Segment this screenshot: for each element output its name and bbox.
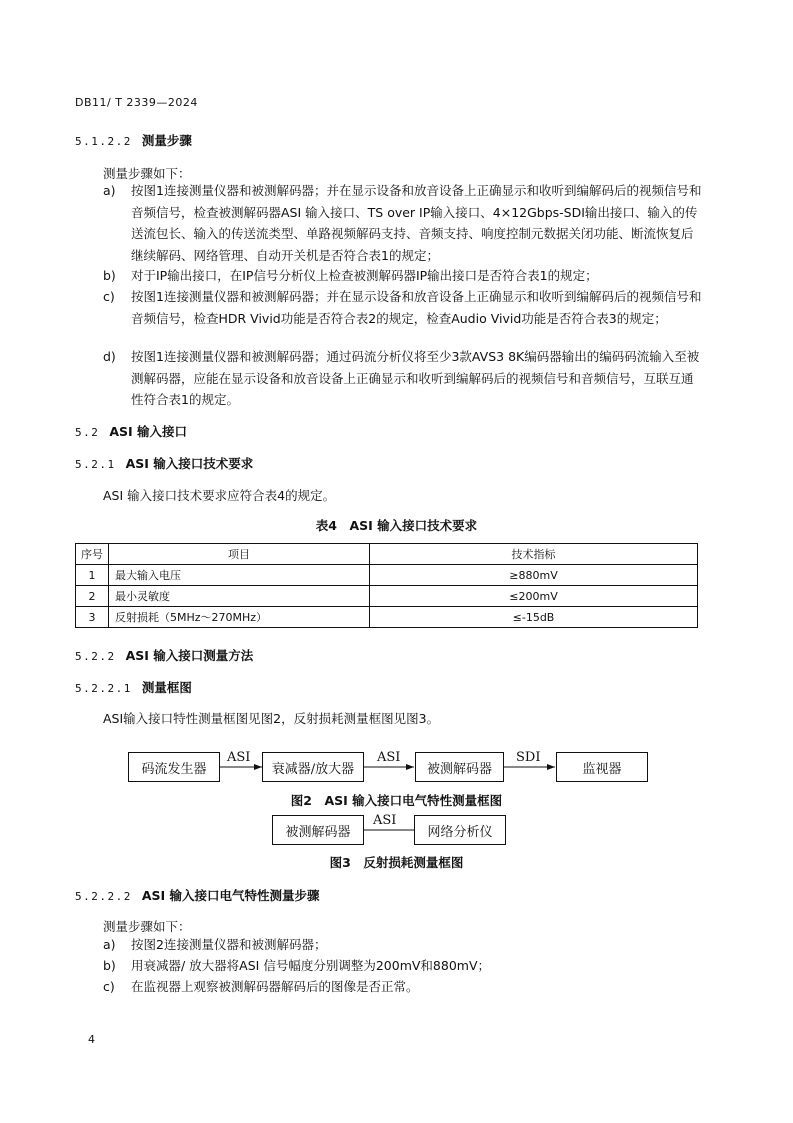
table-cell: 最小灵敏度 [109, 586, 370, 607]
section-number: 5.2.2 [75, 650, 116, 663]
list-text: 按图2连接测量仪器和被测解码器； [131, 937, 327, 952]
fig2-link-label: ASI [227, 750, 251, 765]
fig3-box-decoder: 被测解码器 [272, 815, 364, 845]
section-number: 5.2.2.2 [75, 890, 132, 903]
fig2-box-decoder: 被测解码器 [415, 752, 504, 782]
list-item [103, 934, 703, 956]
list-item [103, 976, 703, 998]
header-cell: 序号 [76, 544, 109, 565]
paragraph: ASI输入接口特性测量框图见图2，反射损耗测量框图见图3。 [103, 711, 440, 726]
list-label: a) [103, 183, 116, 198]
table-cell: 最大输入电压 [109, 565, 370, 586]
fig3-box-network-analyzer: 网络分析仪 [414, 815, 506, 845]
section-title: ASI 输入接口技术要求 [125, 456, 254, 471]
list-label: b) [103, 268, 116, 283]
document-header: DB11/ T 2339—2024 [75, 96, 198, 109]
list-label: b) [103, 958, 116, 973]
table-cell: ≤200mV [370, 586, 698, 607]
table-cell: ≤-15dB [370, 607, 698, 628]
fig2-box-stream-generator: 码流发生器 [128, 752, 220, 782]
list-text: 按图1连接测量仪器和被测解码器；并在显示设备和放音设备上正确显示和收听到编解码后的视频信号和音频信号，检查HDR Vivid功能是否符合表2的规定，检查Audio Vivid功能是否符合表3的规定； [131, 289, 702, 326]
header-cell: 项目 [109, 544, 370, 565]
fig3-link-label: ASI [373, 813, 397, 828]
list-item [103, 955, 703, 977]
fig2-link-label: SDI [516, 750, 541, 765]
section-title: ASI 输入接口测量方法 [125, 648, 254, 663]
section-title: ASI 输入接口 [109, 424, 188, 439]
table-cell: ≥880mV [370, 565, 698, 586]
page-number: 4 [88, 1033, 95, 1046]
list-text: 用衰减器/ 放大器将ASI 信号幅度分别调整为200mV和880mV； [131, 958, 491, 973]
section-number: 5.1.2.2 [75, 135, 132, 148]
list-label: d) [103, 349, 116, 364]
table-caption: 表4 ASI 输入接口技术要求 [315, 518, 478, 533]
steps-intro: 测量步骤如下： [103, 166, 191, 181]
list-text: 对于IP输出接口，在IP信号分析仪上检查被测解码器IP输出接口是否符合表1的规定； [131, 268, 598, 283]
paragraph: ASI 输入接口技术要求应符合表4的规定。 [103, 488, 336, 503]
section-title: ASI 输入接口电气特性测量步骤 [141, 888, 320, 903]
list-label: c) [103, 289, 115, 304]
figure-caption: 图2 ASI 输入接口电气特性测量框图 [290, 793, 503, 808]
section-number: 5.2.2.1 [75, 682, 132, 695]
section-heading-5-2-2-2 [75, 886, 320, 904]
table-cell: 反射损耗（5MHz～270MHz） [109, 607, 370, 628]
table-cell: 2 [76, 586, 109, 607]
steps-intro: 测量步骤如下： [103, 919, 191, 934]
section-title: 测量步骤 [141, 133, 192, 148]
list-label: c) [103, 979, 115, 994]
figure-caption: 图3 反射损耗测量框图 [329, 855, 464, 870]
section-number: 5.2 [75, 426, 100, 439]
section-number: 5.2.1 [75, 458, 116, 471]
list-label: a) [103, 937, 116, 952]
fig2-box-attenuator: 衰减器/放大器 [262, 752, 364, 782]
table-cell: 1 [76, 565, 109, 586]
fig2-box-monitor: 监视器 [556, 752, 648, 782]
list-text: 按图1连接测量仪器和被测解码器；通过码流分析仪将至少3款AVS3 8K编码器输出的编码码流输入至被测解码器，应能在显示设备和放音设备上正确显示和收听到编解码后的视频信号和音频信号，互联互通性符合表1的规定。 [131, 349, 700, 407]
section-title: 测量框图 [141, 680, 192, 695]
fig2-link-label: ASI [377, 750, 401, 765]
header-cell: 技术指标 [370, 544, 698, 565]
list-text: 在监视器上观察被测解码器解码后的图像是否正常。 [131, 979, 419, 994]
table-cell: 3 [76, 607, 109, 628]
list-text: 按图1连接测量仪器和被测解码器；并在显示设备和放音设备上正确显示和收听到编解码后的视频信号和音频信号，检查被测解码器ASI 输入接口、TS over IP输入接口、4×12Gbps-SDI输出接口、输入的传送流包长、输入的传送流类型、单路视频解码支持、音频支持、响度控制元数据关闭功能、断流恢复后继续解码、网络管理、自动开关机是否符合表1的规定； [131, 183, 702, 263]
